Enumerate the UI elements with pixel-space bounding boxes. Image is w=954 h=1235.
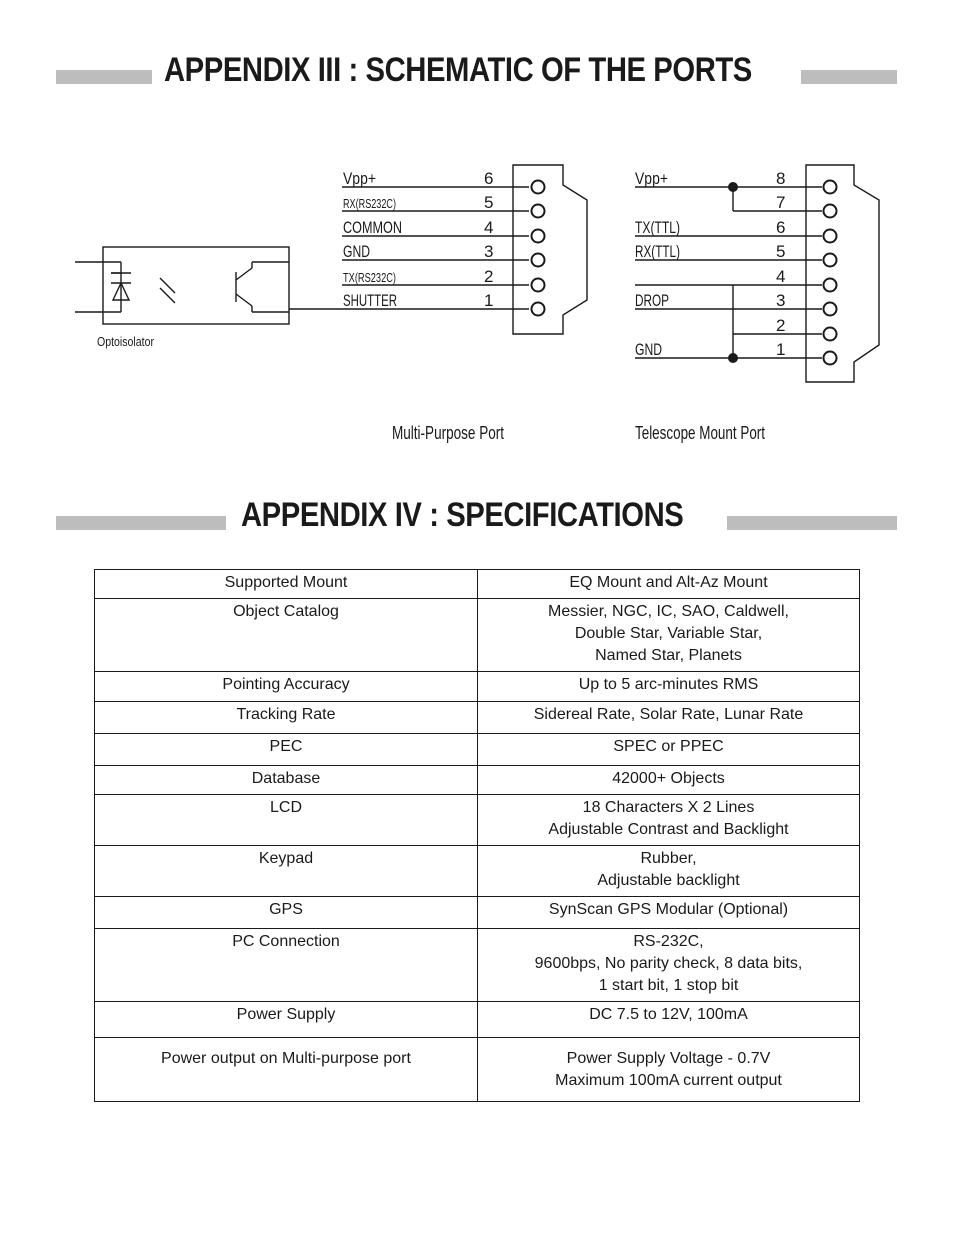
spec-value: SynScan GPS Modular (Optional) bbox=[478, 897, 860, 929]
tmp-pin-label: TX(TTL) bbox=[635, 218, 680, 237]
table-row bbox=[95, 846, 860, 897]
spec-value: EQ Mount and Alt-Az Mount bbox=[478, 570, 860, 599]
tmp-pin-number: 2 bbox=[776, 316, 786, 335]
mpp-pin-number: 6 bbox=[484, 169, 494, 188]
tmp-pin-number: 6 bbox=[776, 218, 786, 237]
spec-name: Supported Mount bbox=[95, 570, 478, 599]
table-row bbox=[95, 1002, 860, 1038]
tmp-pin-label: DROP bbox=[635, 291, 669, 310]
table-row bbox=[95, 1038, 860, 1102]
mpp-pin-label: Vpp+ bbox=[343, 169, 377, 188]
spec-name: LCD bbox=[95, 795, 478, 846]
optoisolator-label: Optoisolator bbox=[97, 334, 155, 349]
spec-value: Up to 5 arc-minutes RMS bbox=[478, 672, 860, 702]
table-row bbox=[95, 599, 860, 672]
spec-value: Power Supply Voltage - 0.7V Maximum 100mA current output bbox=[478, 1038, 860, 1102]
heading-bar-left bbox=[56, 70, 152, 84]
heading-bar-right bbox=[801, 70, 897, 84]
appendix-iv-title: APPENDIX IV : SPECIFICATIONS bbox=[241, 496, 684, 534]
telescope-mount-connector bbox=[806, 165, 879, 382]
junction-dot bbox=[728, 353, 738, 363]
spec-name: Database bbox=[95, 766, 478, 795]
spec-value: 18 Characters X 2 Lines Adjustable Contrast and Backlight bbox=[478, 795, 860, 846]
table-row bbox=[95, 734, 860, 766]
table-row bbox=[95, 702, 860, 734]
spec-name: Tracking Rate bbox=[95, 702, 478, 734]
appendix-iii-heading bbox=[56, 50, 897, 90]
spec-value: RS-232C, 9600bps, No parity check, 8 data bits, 1 start bit, 1 stop bit bbox=[478, 929, 860, 1002]
specifications-table bbox=[94, 569, 860, 1102]
table-row bbox=[95, 766, 860, 795]
spec-name: GPS bbox=[95, 897, 478, 929]
spec-name: PEC bbox=[95, 734, 478, 766]
junction-dot bbox=[728, 182, 738, 192]
mpp-pin-number: 1 bbox=[484, 291, 494, 310]
spec-value: 42000+ Objects bbox=[478, 766, 860, 795]
spec-name: Object Catalog bbox=[95, 599, 478, 672]
heading-bar-right bbox=[727, 516, 897, 530]
table-row bbox=[95, 897, 860, 929]
spec-value: SPEC or PPEC bbox=[478, 734, 860, 766]
port-schematic-diagram bbox=[0, 150, 954, 450]
tmp-pin-label: GND bbox=[635, 340, 662, 359]
spec-name: PC Connection bbox=[95, 929, 478, 1002]
spec-name: Power output on Multi-purpose port bbox=[95, 1038, 478, 1102]
appendix-iii-title: APPENDIX III : SCHEMATIC OF THE PORTS bbox=[164, 51, 752, 89]
mpp-pin-label: RX(RS232C) bbox=[343, 196, 396, 211]
heading-bar-left bbox=[56, 516, 226, 530]
table-row bbox=[95, 570, 860, 599]
table-row bbox=[95, 929, 860, 1002]
mpp-pin-label: SHUTTER bbox=[343, 291, 397, 310]
mpp-pin-label: TX(RS232C) bbox=[343, 270, 396, 285]
spec-value: Messier, NGC, IC, SAO, Caldwell, Double Star, Variable Star, Named Star, Planets bbox=[478, 599, 860, 672]
tmp-pin-number: 4 bbox=[776, 267, 786, 286]
tmp-pin-number: 3 bbox=[776, 291, 786, 310]
telescope-mount-port-caption: Telescope Mount Port bbox=[635, 423, 765, 443]
spec-name: Pointing Accuracy bbox=[95, 672, 478, 702]
tmp-pin-number: 1 bbox=[776, 340, 786, 359]
appendix-iv-heading bbox=[56, 495, 897, 535]
tmp-pin-label: RX(TTL) bbox=[635, 242, 680, 261]
spec-name: Keypad bbox=[95, 846, 478, 897]
tmp-pin-number: 5 bbox=[776, 242, 786, 261]
mpp-pin-number: 4 bbox=[484, 218, 494, 237]
tmp-pin-label: Vpp+ bbox=[635, 169, 669, 188]
spec-name: Power Supply bbox=[95, 1002, 478, 1038]
tmp-pin-number: 8 bbox=[776, 169, 786, 188]
mpp-pin-label: GND bbox=[343, 242, 370, 261]
table-row bbox=[95, 795, 860, 846]
table-row bbox=[95, 672, 860, 702]
multi-purpose-port-caption: Multi-Purpose Port bbox=[392, 423, 504, 443]
spec-value: Rubber, Adjustable backlight bbox=[478, 846, 860, 897]
mpp-pin-label: COMMON bbox=[343, 218, 402, 237]
mpp-pin-number: 2 bbox=[484, 267, 494, 286]
tmp-pin-number: 7 bbox=[776, 193, 786, 212]
mpp-pin-number: 5 bbox=[484, 193, 494, 212]
spec-value: Sidereal Rate, Solar Rate, Lunar Rate bbox=[478, 702, 860, 734]
mpp-pin-number: 3 bbox=[484, 242, 494, 261]
spec-value: DC 7.5 to 12V, 100mA bbox=[478, 1002, 860, 1038]
